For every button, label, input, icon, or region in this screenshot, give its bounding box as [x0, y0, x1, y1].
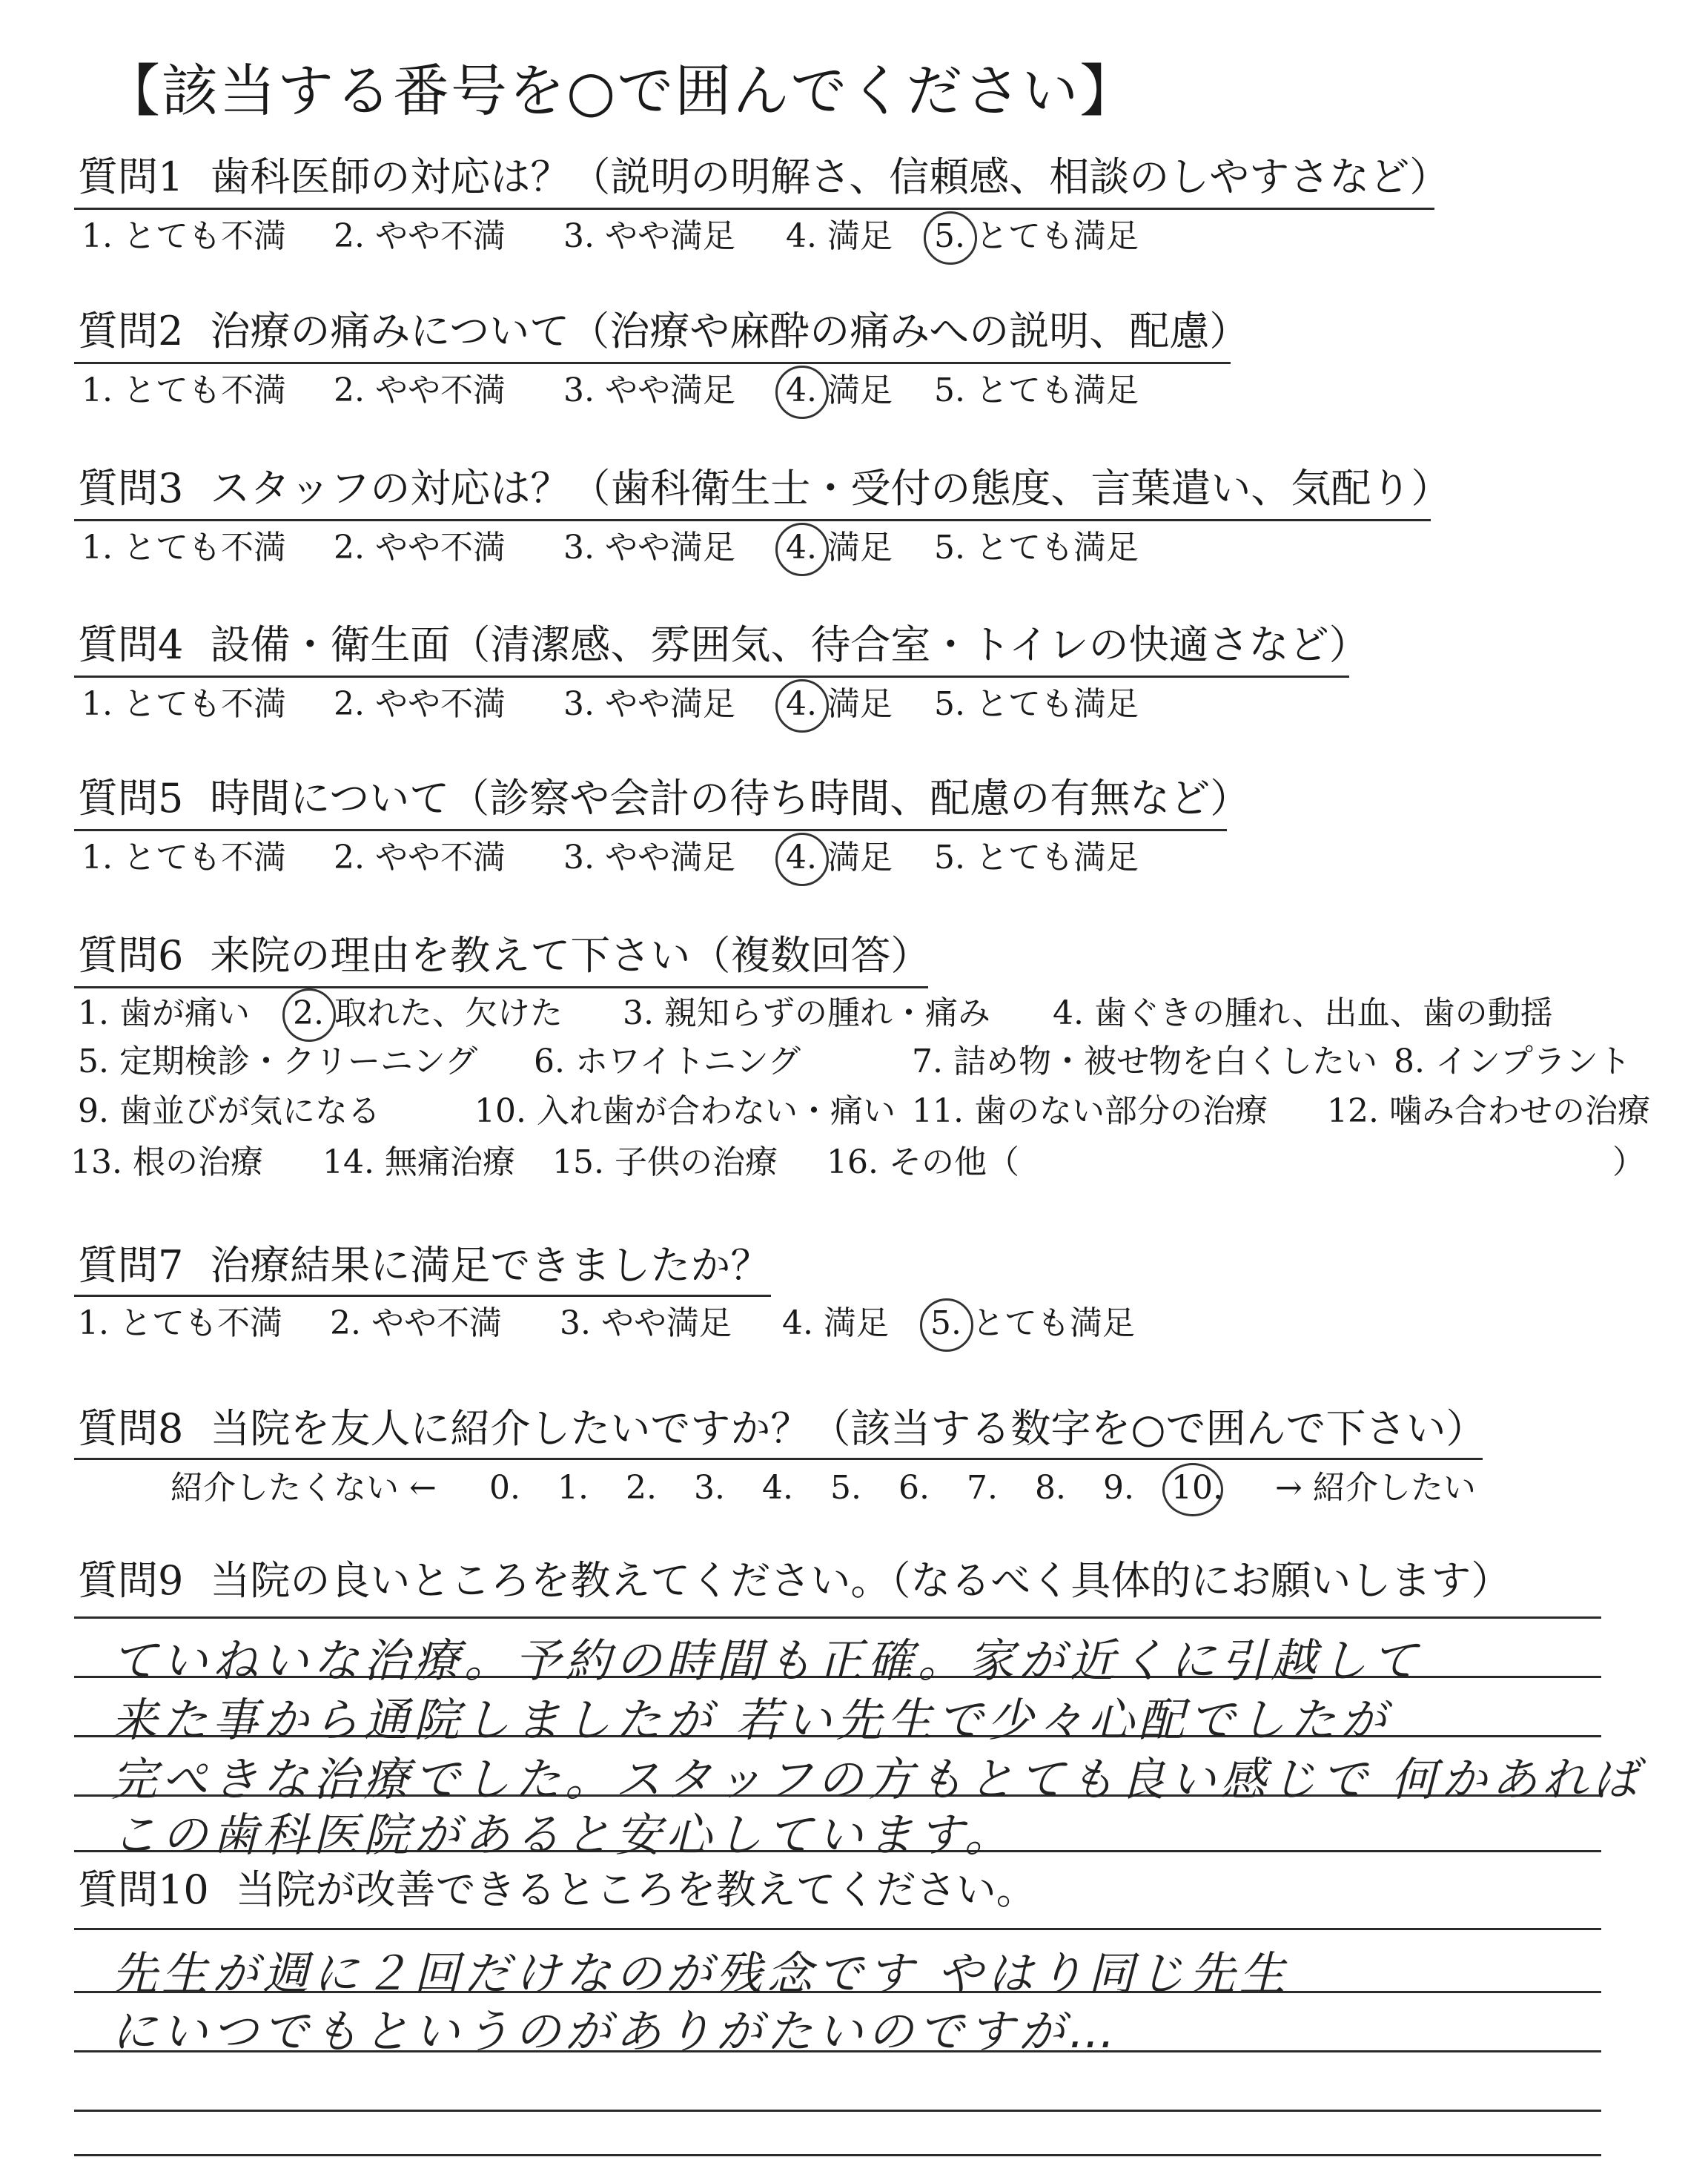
handwritten-answer-line: 完ぺきな治療でした。スタッフの方もとても良い感じで 何かあれば	[111, 1752, 1643, 1806]
handwritten-answer-line: ていねいな治療。予約の時間も正確。家が近くに引越して	[111, 1634, 1423, 1688]
selected-circle-mark	[775, 833, 829, 886]
question-number: 質問3	[78, 465, 184, 512]
question-number: 質問7	[78, 1242, 184, 1289]
question-text: 来院の理由を教えて下さい（複数回答）	[210, 932, 931, 979]
rating-option-2[interactable]: 2. やや不満	[334, 685, 506, 723]
handwritten-answer-line: 来た事から通院しましたが 若い先生で少々心配でしたが	[111, 1693, 1391, 1747]
question-number: 質問2	[78, 308, 184, 354]
question-title	[78, 1866, 1036, 1913]
selected-circle-mark	[775, 523, 829, 576]
question-number: 質問1	[78, 153, 184, 200]
question-text: 治療の痛みについて（治療や麻酔の痛みへの説明、配慮）	[210, 308, 1250, 354]
recommend-option-0[interactable]: 0.	[489, 1469, 520, 1507]
question-number: 質問10	[78, 1866, 209, 1913]
question-4	[78, 621, 1369, 668]
rating-option-4[interactable]: 4. 満足	[786, 217, 893, 255]
question-number: 質問8	[78, 1405, 184, 1452]
question-underline	[74, 829, 1227, 831]
question-text: 設備・衛生面（清潔感、雰囲気、待合室・トイレの快適さなど）	[210, 621, 1369, 668]
reason-option[interactable]: 9. 歯並びが気になる	[78, 1092, 380, 1130]
question-3	[78, 465, 1452, 512]
reason-option[interactable]: 16. その他（	[827, 1143, 1019, 1181]
q7-option-2[interactable]: 2. やや不満	[330, 1304, 502, 1342]
rating-option-5[interactable]: 5. とても満足	[934, 217, 1139, 255]
recommend-option-2[interactable]: 2.	[626, 1469, 657, 1507]
rating-option-3[interactable]: 3. やや満足	[563, 371, 735, 409]
question-number: 質問9	[78, 1557, 184, 1604]
rating-option-2[interactable]: 2. やや不満	[334, 217, 506, 255]
question-underline	[74, 676, 1349, 678]
ruled-line	[74, 2154, 1601, 2156]
question-underline	[74, 1295, 771, 1297]
handwritten-answer-line: この歯科医院があると安心しています。	[111, 1808, 1016, 1862]
question-2	[78, 308, 1250, 354]
recommend-option-7[interactable]: 7.	[967, 1469, 998, 1507]
rating-option-5[interactable]: 5. とても満足	[934, 839, 1139, 876]
question-underline	[74, 362, 1231, 364]
selected-circle-mark	[775, 366, 829, 419]
rating-option-3[interactable]: 3. やや満足	[563, 685, 735, 723]
rating-option-3[interactable]: 3. やや満足	[563, 217, 735, 255]
reason-option[interactable]: 13. 根の治療	[70, 1143, 263, 1181]
question-underline	[74, 1458, 1483, 1460]
recommend-option-6[interactable]: 6.	[898, 1469, 930, 1507]
selected-circle-mark	[775, 679, 829, 733]
reason-option[interactable]: 6. ホワイトニング	[534, 1043, 801, 1080]
recommend-option-4[interactable]: 4.	[762, 1469, 793, 1507]
recommend-option-5[interactable]: 5.	[830, 1469, 861, 1507]
reason-option[interactable]: 4. 歯ぐきの腫れ、出血、歯の動揺	[1053, 994, 1553, 1032]
question-title	[78, 308, 1250, 354]
question-number: 質問5	[78, 775, 184, 822]
rating-option-4[interactable]: 4. 満足	[786, 529, 893, 567]
question-title	[78, 465, 1452, 512]
selected-circle-mark	[920, 1298, 973, 1352]
question-8	[78, 1405, 1486, 1452]
reason-option[interactable]: 8. インプラント	[1394, 1043, 1631, 1080]
reason-option[interactable]: ）	[1612, 1143, 1645, 1181]
question-text: 治療結果に満足できましたか？	[210, 1242, 771, 1289]
question-text: 歯科医師の対応は？（説明の明解さ、信頼感、相談のしやすさなど）	[210, 153, 1450, 200]
question-7	[78, 1242, 771, 1289]
q7-option-3[interactable]: 3. やや満足	[560, 1304, 732, 1342]
reason-option[interactable]: 1. 歯が痛い	[78, 994, 250, 1032]
page-title: 【該当する番号を○で囲んでください】	[104, 58, 1138, 124]
rating-option-3[interactable]: 3. やや満足	[563, 839, 735, 876]
rating-option-1[interactable]: 1. とても不満	[82, 529, 286, 567]
question-title	[78, 775, 1251, 822]
question-underline	[74, 986, 928, 988]
question-text: 時間について（診察や会計の待ち時間、配慮の有無など）	[210, 775, 1251, 822]
ruled-line	[74, 1616, 1601, 1619]
rating-option-4[interactable]: 4. 満足	[786, 839, 893, 876]
recommend-option-8[interactable]: 8.	[1035, 1469, 1066, 1507]
question-number: 質問4	[78, 621, 184, 668]
rating-option-5[interactable]: 5. とても満足	[934, 685, 1139, 723]
reason-option[interactable]: 7. 詰め物・被せ物を白くしたい	[912, 1043, 1377, 1080]
rating-option-4[interactable]: 4. 満足	[786, 371, 893, 409]
ruled-line	[74, 2110, 1601, 2112]
question-title	[78, 1242, 771, 1289]
recommend-right-label: → 紹介したい	[1275, 1469, 1476, 1507]
rating-option-2[interactable]: 2. やや不満	[334, 371, 506, 409]
reason-option[interactable]: 5. 定期検診・クリーニング	[78, 1043, 478, 1080]
rating-option-1[interactable]: 1. とても不満	[82, 839, 286, 876]
recommend-option-1[interactable]: 1.	[557, 1469, 589, 1507]
reason-option[interactable]: 2. 取れた、欠けた	[293, 994, 563, 1032]
reason-option[interactable]: 14. 無痛治療	[322, 1143, 515, 1181]
question-9	[78, 1557, 1512, 1604]
question-text: 当院の良いところを教えてください。（なるべく具体的にお願いします）	[210, 1557, 1512, 1604]
rating-option-2[interactable]: 2. やや不満	[334, 839, 506, 876]
reason-option[interactable]: 11. 歯のない部分の治療	[912, 1092, 1268, 1130]
question-number: 質問6	[78, 932, 184, 979]
question-text: 当院が改善できるところを教えてください。	[235, 1866, 1036, 1913]
q7-option-4[interactable]: 4. 満足	[782, 1304, 889, 1342]
question-text: スタッフの対応は？（歯科衛生士・受付の態度、言葉遣い、気配り）	[210, 465, 1452, 512]
recommend-option-10[interactable]: 10.	[1171, 1469, 1223, 1507]
recommend-left-label: 紹介したくない ←	[171, 1469, 437, 1507]
rating-option-1[interactable]: 1. とても不満	[82, 685, 286, 723]
selected-circle-mark	[1162, 1463, 1223, 1516]
recommend-option-9[interactable]: 9.	[1103, 1469, 1134, 1507]
reason-option[interactable]: 10. 入れ歯が合わない・痛い	[474, 1092, 896, 1130]
question-text: 当院を友人に紹介したいですか？（該当する数字を○で囲んで下さい）	[210, 1405, 1486, 1452]
reason-option[interactable]: 15. 子供の治療	[552, 1143, 778, 1181]
recommend-option-3[interactable]: 3.	[694, 1469, 725, 1507]
rating-option-5[interactable]: 5. とても満足	[934, 371, 1139, 409]
q7-option-1[interactable]: 1. とても不満	[78, 1304, 282, 1342]
question-5	[78, 775, 1251, 822]
reason-option[interactable]: 12. 噛み合わせの治療	[1327, 1092, 1650, 1130]
rating-option-3[interactable]: 3. やや満足	[563, 529, 735, 567]
selected-circle-mark	[282, 988, 336, 1042]
rating-option-1[interactable]: 1. とても不満	[82, 217, 286, 255]
question-title	[78, 932, 931, 979]
question-title	[78, 1557, 1512, 1604]
rating-option-2[interactable]: 2. やや不満	[334, 529, 506, 567]
rating-option-1[interactable]: 1. とても不満	[82, 371, 286, 409]
question-underline	[74, 519, 1431, 521]
question-underline	[74, 208, 1434, 210]
question-6	[78, 932, 931, 979]
question-10	[78, 1866, 1036, 1913]
handwritten-answer-line: 先生が週に２回だけなのが残念です やはり同じ先生	[111, 1946, 1290, 2001]
question-title	[78, 1405, 1486, 1452]
ruled-line	[74, 1928, 1601, 1930]
reason-option[interactable]: 3. 親知らずの腫れ・痛み	[623, 994, 990, 1032]
handwritten-answer-line: にいつでもというのがありがたいのですが…	[111, 2004, 1120, 2058]
rating-option-4[interactable]: 4. 満足	[786, 685, 893, 723]
question-title	[78, 621, 1369, 668]
question-1	[78, 153, 1450, 200]
question-title	[78, 153, 1450, 200]
selected-circle-mark	[924, 211, 977, 265]
rating-option-5[interactable]: 5. とても満足	[934, 529, 1139, 567]
q7-option-5[interactable]: 5. とても満足	[930, 1304, 1135, 1342]
